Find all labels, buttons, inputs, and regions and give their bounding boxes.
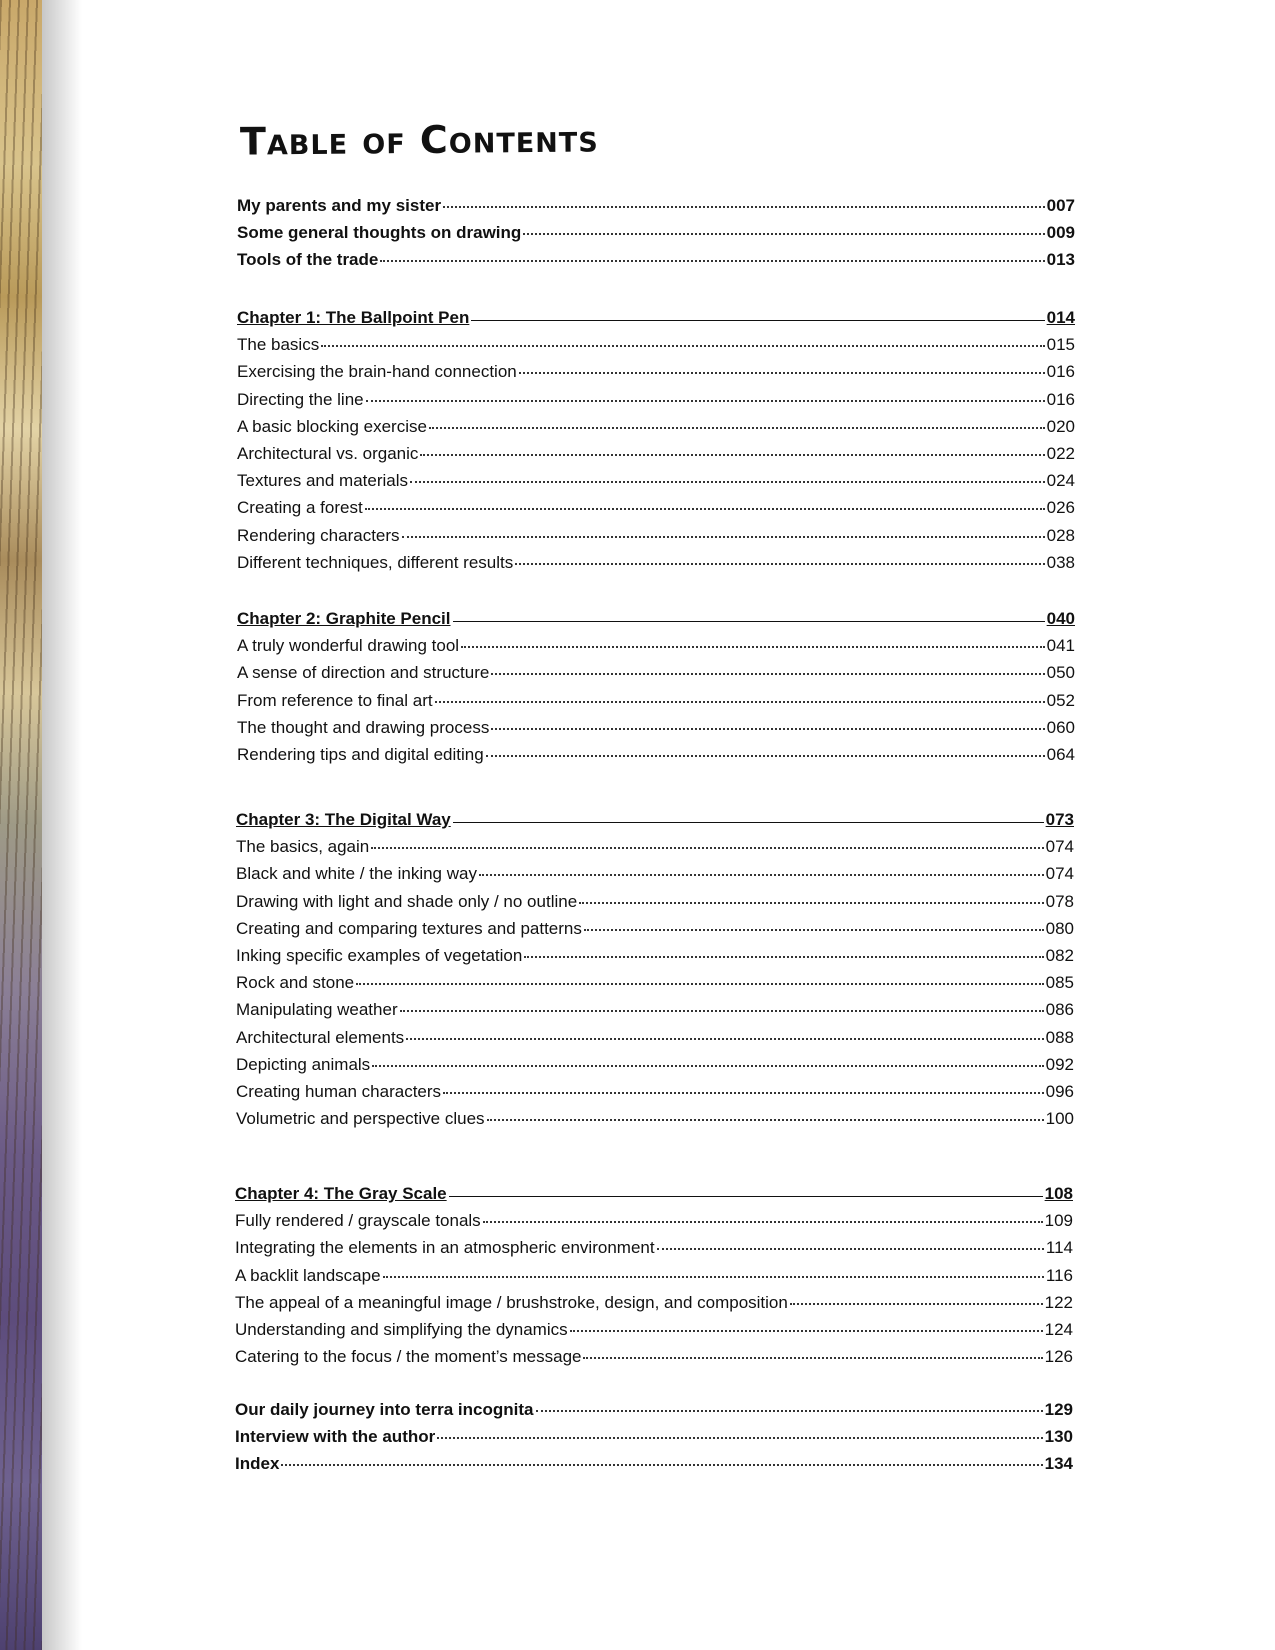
toc-page-number: 007 [1046,196,1075,215]
toc-entry[interactable] [237,691,1075,718]
dot-leader [486,755,1045,757]
toc-entry[interactable] [235,1238,1073,1265]
toc-page-number: 041 [1046,636,1075,656]
toc-page-number: 060 [1046,717,1075,737]
dot-leader [437,1437,1042,1439]
toc-page-number: 074 [1045,837,1074,857]
toc-page-number: 126 [1044,1347,1073,1367]
toc-entry-label: Directing the line [237,389,364,409]
toc-entry-label: Exercising the brain-hand connection [237,362,517,382]
dot-leader [461,646,1045,648]
toc-page-number: 022 [1046,443,1075,463]
toc-page-number: 028 [1046,525,1075,545]
toc-chapter-3 [236,810,1074,1136]
toc-entry[interactable] [237,223,1075,250]
chapter-page-number: 073 [1045,810,1074,829]
dot-leader [435,701,1045,703]
toc-entry-label: Architectural elements [236,1027,405,1047]
toc-page-number: 114 [1045,1238,1073,1258]
toc-page-number: 038 [1046,552,1075,572]
chapter-rule [453,822,1044,823]
toc-entry[interactable] [236,1000,1074,1027]
toc-page-number: 088 [1045,1027,1074,1047]
dot-leader [570,1330,1043,1332]
toc-entry[interactable] [236,1028,1074,1055]
toc-page-number: 013 [1046,250,1075,270]
toc-entry[interactable] [236,1082,1074,1109]
toc-entry[interactable] [237,471,1075,498]
toc-entry[interactable] [236,1055,1074,1082]
toc-entry[interactable] [235,1320,1073,1347]
toc-chapter-2 [237,609,1075,772]
dot-leader [281,1464,1042,1466]
dot-leader [402,536,1045,538]
toc-entry[interactable] [236,946,1074,973]
dot-leader [406,1038,1043,1040]
toc-entry[interactable] [237,417,1075,444]
toc-entry-label: Some general thoughts on drawing [237,223,522,243]
chapter-title: Chapter 4: The Gray Scale [235,1184,447,1203]
dot-leader [400,1010,1044,1012]
dot-leader [790,1303,1043,1305]
dot-leader [383,1276,1044,1278]
toc-page-number: 100 [1045,1109,1074,1129]
toc-entry[interactable] [236,1109,1074,1136]
toc-entry[interactable] [236,892,1074,919]
page-title: Table of Contents [239,116,599,164]
toc-page-number: 020 [1046,416,1075,436]
dot-leader [429,427,1045,429]
toc-page-number: 064 [1046,744,1075,764]
toc-entry-label: Integrating the elements in an atmospheric environment [235,1238,655,1258]
toc-page-number: 130 [1044,1427,1073,1447]
toc-entry-label: The basics [237,335,320,355]
toc-entry-label: A basic blocking exercise [237,416,427,436]
toc-page-number: 024 [1046,471,1075,491]
toc-entry-label: Rock and stone [236,973,355,993]
toc-entry[interactable] [237,250,1075,277]
toc-entry-label: The thought and drawing process [237,717,490,737]
dot-leader [583,1357,1042,1359]
dot-leader [515,563,1044,565]
toc-entry-label: Textures and materials [237,471,409,491]
toc-page-number: 078 [1045,891,1074,911]
toc-entry[interactable] [235,1400,1073,1427]
toc-page-number: 124 [1044,1319,1073,1339]
chapter-page-number: 014 [1046,308,1075,327]
toc-entry-label: Creating a forest [237,498,363,518]
toc-entry-label: The basics, again [236,837,370,857]
toc-entry[interactable] [237,390,1075,417]
dot-leader [491,673,1044,675]
toc-entry-label: Interview with the author [235,1427,436,1447]
toc-page-number: 129 [1044,1400,1073,1419]
toc-entry-label: Index [235,1454,280,1474]
chapter-page-number: 040 [1046,609,1075,628]
dot-leader [579,902,1043,904]
toc-entry[interactable] [237,498,1075,525]
toc-entry[interactable] [237,526,1075,553]
toc-page-number: 082 [1045,945,1074,965]
dot-leader [372,1065,1043,1067]
toc-entry[interactable] [236,919,1074,946]
dot-leader [443,206,1045,208]
chapter-title: Chapter 3: The Digital Way [236,810,451,829]
toc-entry[interactable] [235,1293,1073,1320]
toc-entry[interactable] [236,864,1074,891]
toc-page-number: 080 [1045,918,1074,938]
toc-entry-label: Creating human characters [236,1081,442,1101]
toc-page-number: 016 [1046,389,1075,409]
dot-leader [380,260,1044,262]
toc-entry-label: Volumetric and perspective clues [236,1109,485,1129]
chapter-title: Chapter 1: The Ballpoint Pen [237,308,470,327]
dot-leader [536,1410,1043,1412]
dot-leader [420,454,1044,456]
dot-leader [479,874,1044,876]
toc-page-number: 085 [1045,973,1074,993]
toc-page-number: 050 [1046,663,1075,683]
toc-page-number: 092 [1045,1054,1074,1074]
chapter-heading[interactable] [237,308,1075,335]
dot-leader [410,481,1045,483]
toc-entry-label: Understanding and simplifying the dynamics [235,1319,568,1339]
chapter-rule [449,1196,1043,1197]
chapter-heading[interactable] [237,609,1075,636]
toc-entry-label: Catering to the focus / the moment’s message [235,1347,582,1367]
gutter-shadow [42,0,82,1650]
toc-entry-label: From reference to final art [237,690,433,710]
toc-entry[interactable] [235,1427,1073,1454]
toc-entry-label: Tools of the trade [237,250,379,270]
dot-leader [523,233,1044,235]
toc-page-number: 052 [1046,690,1075,710]
dot-leader [443,1092,1044,1094]
dot-leader [365,508,1045,510]
toc-entry[interactable] [237,718,1075,745]
toc-page-number: 134 [1044,1454,1073,1474]
toc-page-number: 074 [1045,864,1074,884]
toc-entry[interactable] [237,636,1075,663]
toc-entry-label: Rendering tips and digital editing [237,744,484,764]
dot-leader [584,929,1044,931]
toc-entry-label: Black and white / the inking way [236,864,477,884]
toc-entry[interactable] [236,973,1074,1000]
chapter-heading[interactable] [236,810,1074,837]
toc-page-number: 096 [1045,1081,1074,1101]
chapter-rule [453,621,1045,622]
dot-leader [366,400,1045,402]
toc-page-number: 086 [1045,1000,1074,1020]
toc-entry-label: Manipulating weather [236,1000,398,1020]
toc-entry-label: Rendering characters [237,525,400,545]
dot-leader [491,728,1044,730]
toc-entry-label: Our daily journey into terra incognita [235,1400,534,1419]
toc-entry[interactable] [237,196,1075,223]
dot-leader [519,372,1045,374]
toc-entry[interactable] [237,745,1075,772]
toc-entry[interactable] [237,444,1075,471]
toc-entry-label: A backlit landscape [235,1265,381,1285]
dot-leader [356,983,1043,985]
dot-leader [524,956,1043,958]
toc-entry-label: Drawing with light and shade only / no outline [236,891,578,911]
toc-entry-label: Architectural vs. organic [237,443,419,463]
toc-entry-label: Fully rendered / grayscale tonals [235,1211,481,1231]
toc-entry-label: Inking specific examples of vegetation [236,945,523,965]
dot-leader [321,345,1044,347]
chapter-page-number: 108 [1044,1184,1073,1203]
toc-entry-label: My parents and my sister [237,196,442,215]
toc-entry-label: A sense of direction and structure [237,663,490,683]
toc-entry-label: Different techniques, different results [237,552,514,572]
toc-entry[interactable] [237,553,1075,580]
toc-intro-group [237,196,1075,278]
dot-leader [657,1248,1044,1250]
chapter-title: Chapter 2: Graphite Pencil [237,609,451,628]
toc-closing-group [235,1400,1073,1482]
toc-page-number: 015 [1046,335,1075,355]
toc-entry[interactable] [237,663,1075,690]
toc-page-number: 109 [1044,1211,1073,1231]
chapter-heading[interactable] [235,1184,1073,1211]
toc-entry[interactable] [236,837,1074,864]
toc-entry-label: The appeal of a meaningful image / brushstroke, design, and composition [235,1292,788,1312]
toc-page-number: 016 [1046,362,1075,382]
toc-entry[interactable] [235,1266,1073,1293]
toc-chapter-4 [235,1184,1073,1374]
toc-chapter-1 [237,308,1075,580]
toc-page-number: 009 [1046,223,1075,243]
toc-page-number: 116 [1045,1265,1073,1285]
toc-entry[interactable] [237,335,1075,362]
toc-entry-label: Creating and comparing textures and patterns [236,918,582,938]
toc-entry[interactable] [235,1347,1073,1374]
dot-leader [483,1221,1043,1223]
toc-entry[interactable] [235,1454,1073,1481]
toc-entry[interactable] [237,362,1075,389]
toc-entry-label: Depicting animals [236,1054,371,1074]
toc-page-number: 122 [1044,1292,1073,1312]
toc-entry-label: A truly wonderful drawing tool [237,636,460,656]
dot-leader [371,847,1043,849]
chapter-rule [471,320,1044,321]
book-spine-illustration [0,0,42,1650]
toc-entry[interactable] [235,1211,1073,1238]
toc-page-number: 026 [1046,498,1075,518]
dot-leader [487,1119,1044,1121]
